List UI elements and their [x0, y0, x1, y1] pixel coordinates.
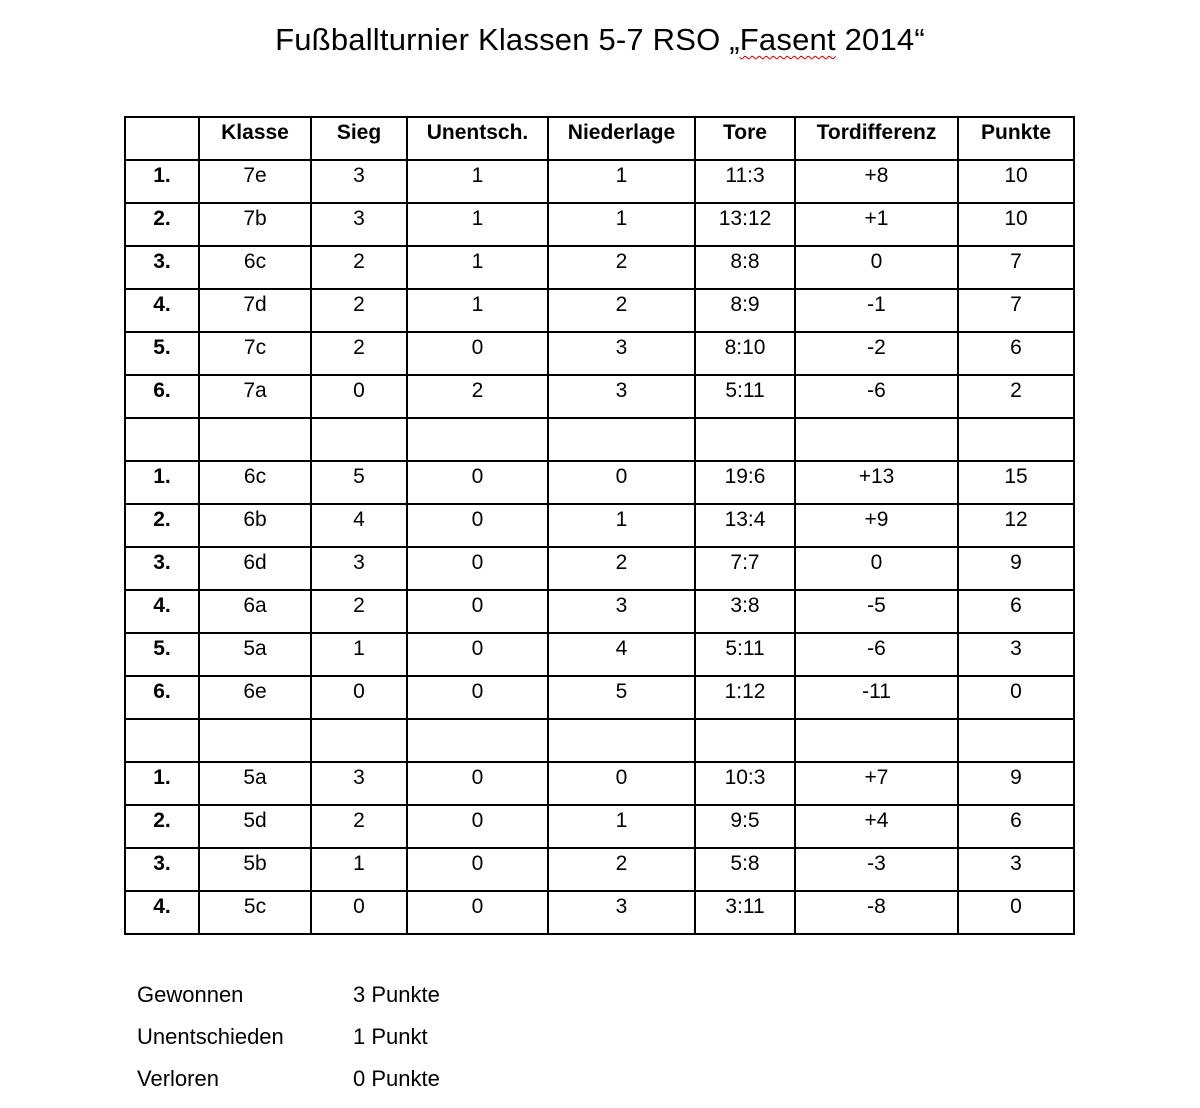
cell-rank: 3.	[125, 547, 199, 590]
cell-sieg: 1	[311, 633, 407, 676]
cell-tore: 13:12	[695, 203, 795, 246]
cell-unentschieden: 0	[407, 891, 548, 934]
table-row	[125, 332, 1074, 375]
legend-row	[137, 982, 473, 1024]
cell-sieg: 3	[311, 160, 407, 203]
cell-niederlage: 5	[548, 676, 695, 719]
title-prefix: Fußballturnier Klassen 5-7 RSO „	[275, 22, 740, 57]
cell-tordifferenz: -6	[795, 633, 958, 676]
cell-rank	[125, 719, 199, 762]
cell-sieg	[311, 719, 407, 762]
cell-klasse	[199, 719, 311, 762]
cell-niederlage: 1	[548, 504, 695, 547]
cell-niederlage: 1	[548, 203, 695, 246]
table-row	[125, 805, 1074, 848]
cell-rank: 6.	[125, 676, 199, 719]
cell-sieg: 2	[311, 246, 407, 289]
cell-klasse: 6d	[199, 547, 311, 590]
table-row	[125, 418, 1074, 461]
cell-rank: 4.	[125, 891, 199, 934]
cell-klasse: 7d	[199, 289, 311, 332]
cell-tordifferenz: 0	[795, 547, 958, 590]
table-row	[125, 590, 1074, 633]
cell-punkte: 6	[958, 332, 1074, 375]
cell-tordifferenz	[795, 719, 958, 762]
cell-niederlage: 1	[548, 160, 695, 203]
cell-klasse: 6c	[199, 246, 311, 289]
cell-tordifferenz: +13	[795, 461, 958, 504]
cell-unentschieden: 0	[407, 805, 548, 848]
cell-klasse: 5b	[199, 848, 311, 891]
cell-rank: 2.	[125, 203, 199, 246]
cell-punkte: 7	[958, 246, 1074, 289]
cell-sieg: 1	[311, 848, 407, 891]
legend-row	[137, 1024, 473, 1066]
header-punkte: Punkte	[958, 117, 1074, 160]
cell-sieg: 0	[311, 891, 407, 934]
cell-klasse: 7a	[199, 375, 311, 418]
cell-klasse: 5a	[199, 762, 311, 805]
header-unentschieden: Unentsch.	[407, 117, 548, 160]
cell-sieg: 2	[311, 332, 407, 375]
legend-value: 1 Punkt	[353, 1024, 428, 1049]
header-row	[125, 117, 1074, 160]
header-klasse: Klasse	[199, 117, 311, 160]
cell-tordifferenz: +1	[795, 203, 958, 246]
table-row	[125, 633, 1074, 676]
cell-tore: 13:4	[695, 504, 795, 547]
cell-tordifferenz: 0	[795, 246, 958, 289]
legend-value: 3 Punkte	[353, 982, 440, 1007]
cell-punkte: 6	[958, 590, 1074, 633]
table-row	[125, 375, 1074, 418]
cell-unentschieden: 0	[407, 590, 548, 633]
cell-rank: 1.	[125, 160, 199, 203]
cell-niederlage: 3	[548, 891, 695, 934]
title-highlight: Fasent	[739, 22, 836, 57]
cell-tore	[695, 418, 795, 461]
page-title	[0, 22, 1200, 58]
cell-tordifferenz: -1	[795, 289, 958, 332]
cell-sieg: 0	[311, 375, 407, 418]
cell-tore: 10:3	[695, 762, 795, 805]
cell-niederlage: 4	[548, 633, 695, 676]
cell-rank	[125, 418, 199, 461]
cell-tore: 3:11	[695, 891, 795, 934]
table-body	[125, 160, 1074, 934]
cell-sieg: 2	[311, 805, 407, 848]
cell-tore: 7:7	[695, 547, 795, 590]
cell-unentschieden: 0	[407, 547, 548, 590]
table-row	[125, 504, 1074, 547]
cell-tordifferenz: -2	[795, 332, 958, 375]
legend-label: Unentschieden	[137, 1024, 284, 1049]
cell-sieg: 5	[311, 461, 407, 504]
cell-rank: 4.	[125, 590, 199, 633]
cell-punkte: 15	[958, 461, 1074, 504]
cell-tore: 1:12	[695, 676, 795, 719]
cell-punkte: 6	[958, 805, 1074, 848]
table-row	[125, 461, 1074, 504]
cell-rank: 2.	[125, 504, 199, 547]
cell-unentschieden: 1	[407, 203, 548, 246]
cell-punkte: 9	[958, 547, 1074, 590]
cell-punkte	[958, 719, 1074, 762]
cell-unentschieden: 0	[407, 332, 548, 375]
cell-punkte: 3	[958, 633, 1074, 676]
cell-klasse: 7b	[199, 203, 311, 246]
cell-niederlage: 2	[548, 848, 695, 891]
cell-unentschieden: 0	[407, 848, 548, 891]
points-legend	[137, 982, 473, 1108]
cell-punkte: 12	[958, 504, 1074, 547]
cell-klasse: 6b	[199, 504, 311, 547]
cell-tordifferenz: -8	[795, 891, 958, 934]
cell-tore: 8:9	[695, 289, 795, 332]
table-row	[125, 547, 1074, 590]
cell-punkte: 0	[958, 891, 1074, 934]
cell-klasse: 5d	[199, 805, 311, 848]
header-niederlage: Niederlage	[548, 117, 695, 160]
cell-niederlage: 2	[548, 246, 695, 289]
table-row	[125, 203, 1074, 246]
cell-tordifferenz: +9	[795, 504, 958, 547]
cell-rank: 1.	[125, 461, 199, 504]
table-row	[125, 719, 1074, 762]
cell-punkte: 9	[958, 762, 1074, 805]
table-row	[125, 891, 1074, 934]
cell-unentschieden	[407, 418, 548, 461]
cell-punkte	[958, 418, 1074, 461]
cell-unentschieden	[407, 719, 548, 762]
cell-tordifferenz: -3	[795, 848, 958, 891]
legend-value: 0 Punkte	[353, 1066, 440, 1091]
cell-niederlage: 3	[548, 590, 695, 633]
cell-sieg: 4	[311, 504, 407, 547]
cell-sieg: 3	[311, 203, 407, 246]
cell-tore: 5:11	[695, 375, 795, 418]
cell-tordifferenz: +4	[795, 805, 958, 848]
cell-klasse: 7e	[199, 160, 311, 203]
cell-niederlage: 3	[548, 375, 695, 418]
cell-tore: 11:3	[695, 160, 795, 203]
legend-label: Verloren	[137, 1066, 219, 1091]
table-row	[125, 676, 1074, 719]
cell-unentschieden: 0	[407, 504, 548, 547]
cell-tordifferenz: +8	[795, 160, 958, 203]
table-row	[125, 289, 1074, 332]
cell-klasse: 6e	[199, 676, 311, 719]
cell-tordifferenz: -6	[795, 375, 958, 418]
header-tore: Tore	[695, 117, 795, 160]
cell-rank: 1.	[125, 762, 199, 805]
header-sieg: Sieg	[311, 117, 407, 160]
cell-sieg	[311, 418, 407, 461]
cell-niederlage: 0	[548, 461, 695, 504]
cell-tore: 19:6	[695, 461, 795, 504]
cell-rank: 3.	[125, 848, 199, 891]
header-rank	[125, 117, 199, 160]
cell-tore: 5:8	[695, 848, 795, 891]
cell-niederlage: 2	[548, 289, 695, 332]
table-row	[125, 848, 1074, 891]
cell-punkte: 3	[958, 848, 1074, 891]
cell-sieg: 3	[311, 762, 407, 805]
cell-niederlage: 1	[548, 805, 695, 848]
cell-sieg: 0	[311, 676, 407, 719]
cell-unentschieden: 1	[407, 246, 548, 289]
cell-rank: 5.	[125, 332, 199, 375]
cell-punkte: 0	[958, 676, 1074, 719]
cell-niederlage: 0	[548, 762, 695, 805]
cell-klasse: 6a	[199, 590, 311, 633]
cell-rank: 6.	[125, 375, 199, 418]
cell-tore: 3:8	[695, 590, 795, 633]
cell-tore: 8:10	[695, 332, 795, 375]
title-suffix: 2014“	[835, 22, 925, 57]
cell-punkte: 10	[958, 160, 1074, 203]
cell-unentschieden: 0	[407, 461, 548, 504]
cell-unentschieden: 0	[407, 633, 548, 676]
cell-niederlage	[548, 719, 695, 762]
cell-rank: 5.	[125, 633, 199, 676]
cell-punkte: 2	[958, 375, 1074, 418]
table-row	[125, 762, 1074, 805]
cell-sieg: 2	[311, 289, 407, 332]
cell-klasse: 6c	[199, 461, 311, 504]
cell-rank: 4.	[125, 289, 199, 332]
table-row	[125, 246, 1074, 289]
cell-niederlage: 2	[548, 547, 695, 590]
cell-sieg: 2	[311, 590, 407, 633]
cell-rank: 2.	[125, 805, 199, 848]
cell-unentschieden: 0	[407, 762, 548, 805]
cell-sieg: 3	[311, 547, 407, 590]
cell-klasse	[199, 418, 311, 461]
cell-tordifferenz: +7	[795, 762, 958, 805]
cell-unentschieden: 1	[407, 289, 548, 332]
cell-klasse: 7c	[199, 332, 311, 375]
cell-klasse: 5c	[199, 891, 311, 934]
cell-tore: 9:5	[695, 805, 795, 848]
cell-niederlage: 3	[548, 332, 695, 375]
cell-niederlage	[548, 418, 695, 461]
cell-rank: 3.	[125, 246, 199, 289]
cell-unentschieden: 1	[407, 160, 548, 203]
cell-unentschieden: 0	[407, 676, 548, 719]
legend-label: Gewonnen	[137, 982, 244, 1007]
cell-tore: 5:11	[695, 633, 795, 676]
cell-tordifferenz	[795, 418, 958, 461]
cell-punkte: 10	[958, 203, 1074, 246]
cell-tordifferenz: -11	[795, 676, 958, 719]
cell-tore: 8:8	[695, 246, 795, 289]
cell-klasse: 5a	[199, 633, 311, 676]
legend-row	[137, 1066, 473, 1108]
cell-unentschieden: 2	[407, 375, 548, 418]
header-tordifferenz: Tordifferenz	[795, 117, 958, 160]
cell-punkte: 7	[958, 289, 1074, 332]
table-row	[125, 160, 1074, 203]
cell-tore	[695, 719, 795, 762]
cell-tordifferenz: -5	[795, 590, 958, 633]
results-table	[124, 116, 1075, 935]
